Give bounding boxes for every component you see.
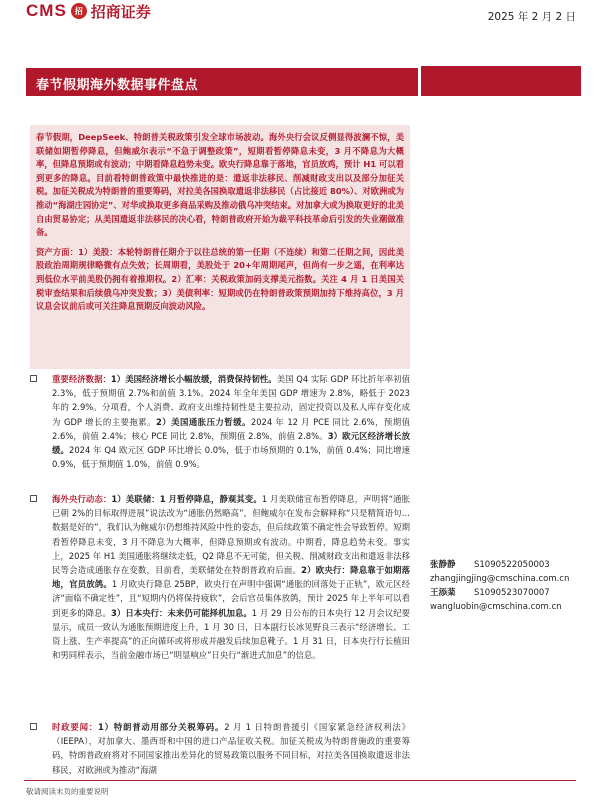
report-title: 春节假期海外数据事件盘点 — [36, 78, 199, 93]
analyst-1 — [430, 558, 569, 584]
logo-chinese-name: 招商证券 — [90, 2, 151, 21]
summary-paragraph-1: 春节假期，DeepSeek、特朗普关税政策引发全球市场波动。海外央行会议反侧显得波澜不惊，美联储如期暂停降息，但鲍威尔表示“不急于调整政策”，短期看暂停降息未变，3 月不降息为大概率，但降息预期或有波动；中期看降息趋势未变。欧央行降息靠于落地，官员放鸡，预计 H1 可以看到更多的降息。目前看特朗普政策中最快推进的是：遣返非法移民、削减财政支出以及部分加征关税。加征关税成为特朗普的重要筹码，对拉美各国换取遣返非法移民（占比接近 80%）、对欧洲或为推动“海湖庄园协定”、对华或换取更多商品采购及推动俄乌冲突结束。对加拿大或为换取更好的北美自由贸易协定；从美国遣返非法移民的决心看，特朗普政府开始为裁平科技革命后引发的失业潮做准备。 — [36, 132, 404, 238]
analyst-id: S1090523070007 — [474, 588, 550, 598]
logo-cms-text: CMS — [26, 1, 67, 20]
section-paragraph: 时政要闻：1）特朗普动用部分关税筹码。2 月 1 日特朗普援引《国家紧急经济权利法》（IEEPA），对加拿大、墨西哥和中国的进口产品征收关税。加征关税成为特朗普施政的重要筹码，特朗普政府将对不同国家推出差异化的贸易政策以服务不同目标，对拉美各国换取遣返非法移民，对欧洲或为推动“海湖 — [52, 722, 410, 775]
analyst-id: S1090522050003 — [474, 560, 550, 570]
footer-note: 敬请阅读末页的重要说明 — [26, 787, 109, 796]
summary-paragraph-2: 资产方面：1）美股：本轮特朗普任期介于以往总统的第一任期（不连续）和第二任期之间，因此美股政治周期规律略微有点失效；长周期看，美股处于 20+年周期尾声，但尚有一步之遥，在利率达到低位水平前美股仍拥有着推期权。2）汇率：关税政策加码支撑美元指数。关注 4 月 1 日美国关税审查结果和后续俄乌冲突发数；3）美债利率：短期或仍在特朗普政策预期加持下维持高位，3 月议息会议前后或可关注降息预期反向波动风险。 — [36, 246, 404, 312]
footer-divider — [24, 780, 576, 781]
title-banner — [26, 68, 418, 96]
analyst-2 — [430, 586, 562, 612]
logo-mark-icon: 招 — [71, 3, 87, 19]
analyst-email[interactable]: zhangjingjing@cmschina.com.cn — [430, 574, 570, 584]
analyst-email[interactable]: wangluobin@cmschina.com.cn — [430, 602, 562, 612]
analyst-name: 王添棻 — [430, 588, 456, 598]
company-logo — [26, 0, 151, 22]
analyst-name: 张静静 — [430, 560, 456, 570]
summary-box — [30, 125, 410, 369]
report-date: 2025 年 2 月 2 日 — [487, 11, 576, 23]
bullet-icon — [30, 495, 37, 502]
section-paragraph: 海外央行动态：1）美联储：1 月暂停降息，静观其变。1 月美联储宣布暂停降息，声明将“通胀已朝 2%的目标取得进展”说法改为“通胀仍然略高”，但鲍威尔在发布会解释称“只是精简语句…数据是好的”，我们认为鲍威尔仍想维持风险中性的姿态，但后续政策不确定性会导致暂停。短期看暂停降息未变，3 月不降息为大概率，但降息预期或有波动。中期看，降息趋势未变。事实上，2025 年 H1 美国通胀将继续走低，Q2 降息不无可能，但关税、削减财政支出和遣返非法移民等会造成通胀存在变数，目前看，美联储处在特朗普政府后面。2）欧央行：降息靠于如期落地，官员放鸽。1 月欧央行降息 25BP，欧央行在声明中强调“通胀的回落处于正轨”，欧元区经济“面临不确定性”，且“短期内仍将保持疲软”，会后官员集体放鸽，预计 2025 年上半年可以看到更多的降息。3）日本央行：未来仍可能择机加息。1 月 29 日公布的日本央行 12 月会议纪要显示，成员一致认为通胀预期进度上升，1 月 30 日，日本副行长冰见野良三表示“经济增长、工资上涨、生产率提高”的正向循环或将形成并融发后续加息靴子。1 月 31 日，日本央行行长植田和男同样表示，当前金融市场已“明显响应”日央行“渐进式加息”的信息。 — [52, 494, 411, 661]
bullet-icon — [30, 375, 37, 382]
section-central-banks — [30, 492, 410, 662]
bullet-icon — [30, 723, 37, 730]
section-economic-data — [30, 372, 410, 471]
section-paragraph: 重要经济数据：1）美国经济增长小幅放缓，消费保持韧性。美国 Q4 实际 GDP 环比折年率初值 2.3%，低于预期值 2.7%和前值 3.1%。2024 年全年美国 GDP 增速为 2.8%，略低于 2023 年的 2.9%。分项看，个人消费、政府支出维持韧性是主要拉动，固定投资以及私人库存变化成为 GDP 增长的主要拖累。2）美国通胀压力暂缓。2024 年 12 月 PCE 同比 2.6%，预期值 2.6%，前值 2.4%；核心 PCE 同比 2.8%，预期值 2.8%，前值 2.8%。3）欧元区经济增长放缓。2024 年 Q4 欧元区 GDP 环比增长 0.0%，低于市场预期的 0.1%，前值 0.4%；同比增速 0.9%，低于预期值 1.0%，前值 0.9%。 — [52, 374, 411, 470]
section-politics — [30, 720, 410, 777]
side-banner — [421, 66, 581, 96]
